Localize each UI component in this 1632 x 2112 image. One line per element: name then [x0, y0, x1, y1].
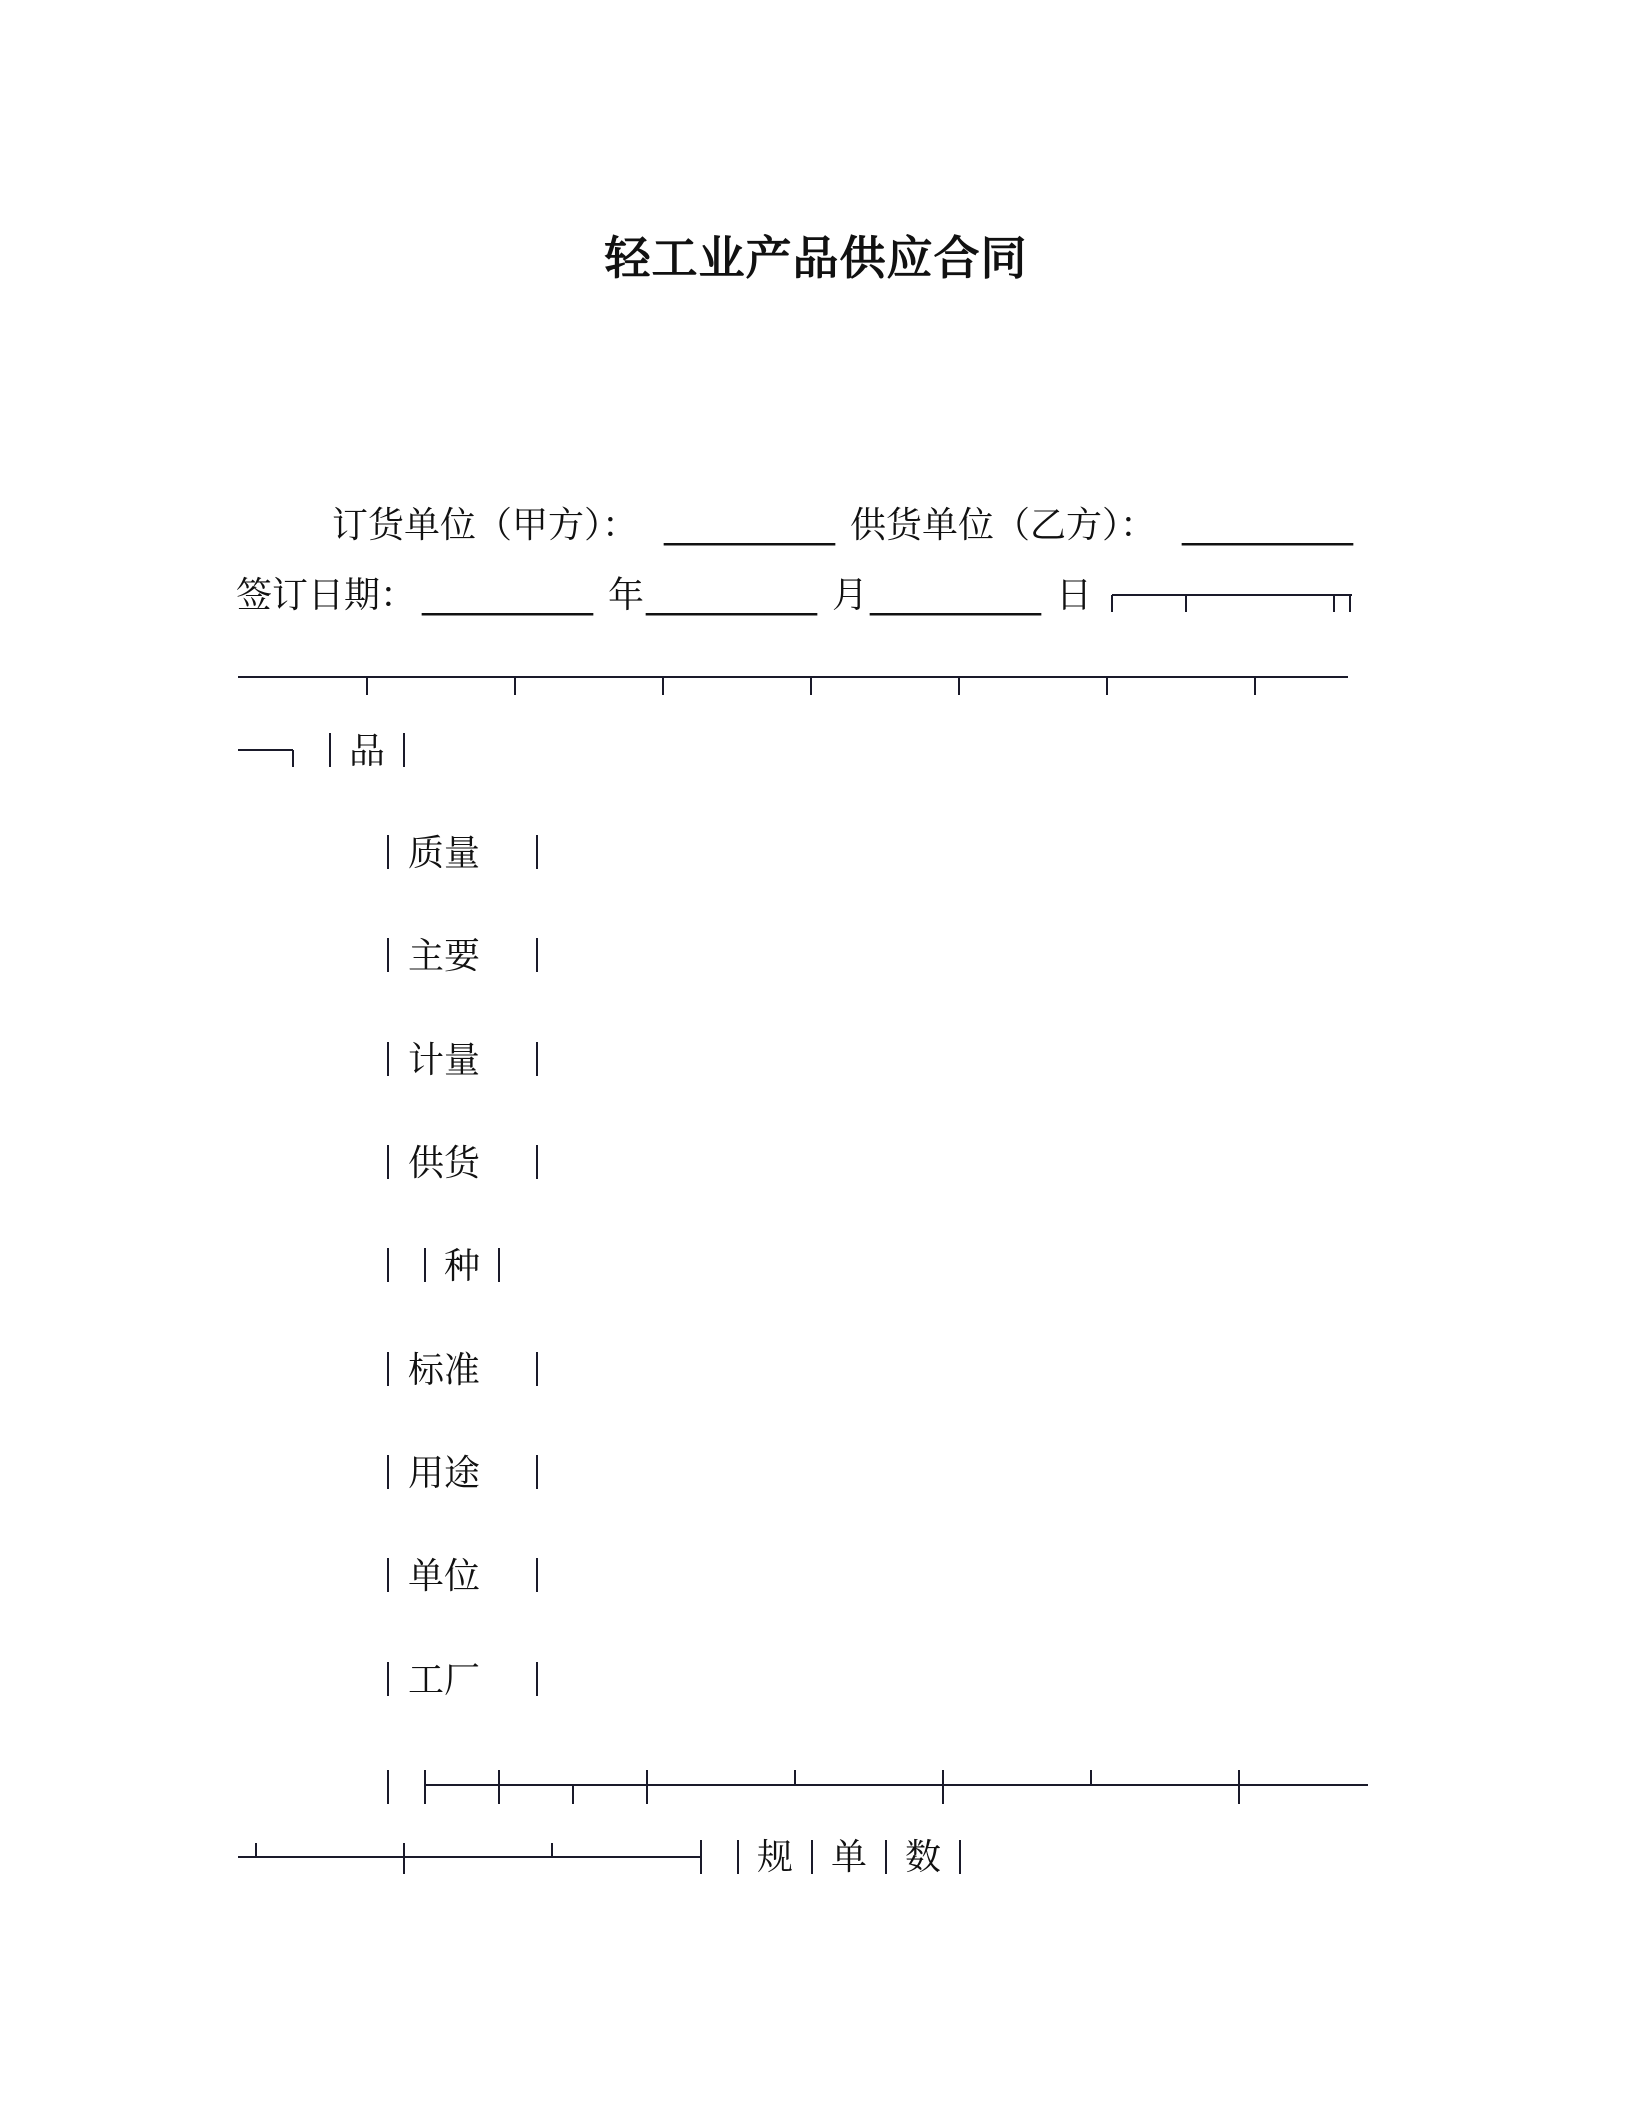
supplier-label: 供货单位（乙方）：: [850, 505, 1157, 546]
row-label-measure: 计量: [408, 1040, 481, 1081]
bottom-header-spec: 规: [757, 1837, 794, 1878]
year-label: 年: [608, 575, 645, 616]
row-label-main: 主要: [408, 936, 481, 977]
supplier-blank[interactable]: __________: [1182, 505, 1352, 546]
orderer-blank[interactable]: __________: [664, 505, 834, 546]
row-label-factory: 工厂: [408, 1660, 481, 1701]
product-label: 品: [349, 731, 386, 772]
row-label-standard: 标准: [408, 1350, 481, 1391]
date-day-blank[interactable]: __________: [870, 575, 1040, 616]
row-label-usage: 用途: [408, 1453, 481, 1494]
orderer-label: 订货单位（甲方）：: [332, 505, 639, 546]
day-label: 日: [1056, 575, 1093, 616]
row-label-kind: 种: [444, 1246, 481, 1287]
row-label-unit: 单位: [408, 1556, 481, 1597]
date-year-blank[interactable]: __________: [422, 575, 592, 616]
bottom-header-quantity: 数: [905, 1837, 942, 1878]
month-label: 月: [832, 575, 869, 616]
bottom-header-unit: 单: [831, 1837, 868, 1878]
date-month-blank[interactable]: __________: [646, 575, 816, 616]
contract-title: 轻工业产品供应合同: [604, 231, 1028, 285]
row-label-supply: 供货: [408, 1143, 481, 1184]
row-label-quality: 质量: [408, 833, 481, 874]
date-label: 签订日期：: [236, 575, 417, 616]
